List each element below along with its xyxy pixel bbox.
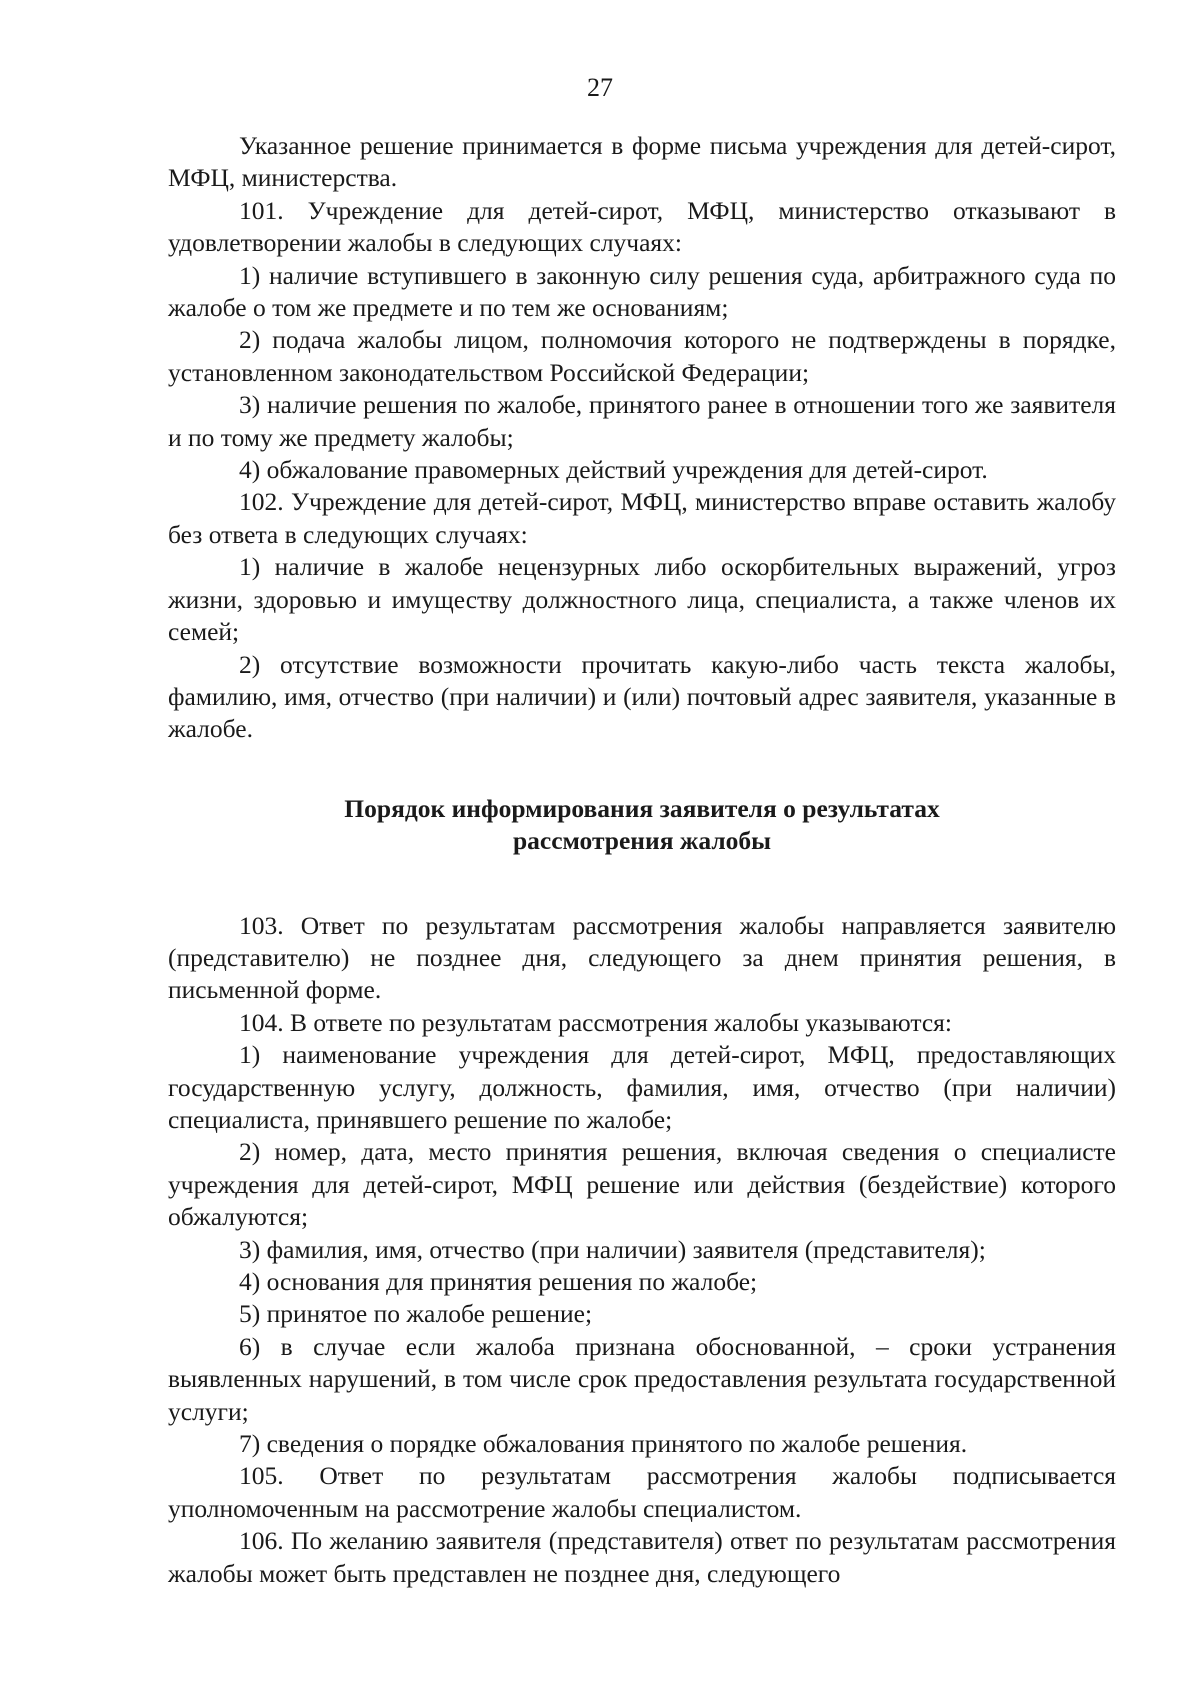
- paragraph: 1) наличие вступившего в законную силу решения суда, арбитражного суда по жалобе о том же предмете и по тем же основаниям;: [168, 260, 1116, 323]
- paragraph: 6) в случае если жалоба признана обоснованной, – сроки устранения выявленных нарушений, в том числе срок предоставления результата государственной услуги;: [168, 1331, 1116, 1426]
- paragraph: 102. Учреждение для детей-сирот, МФЦ, министерство вправе оставить жалобу без ответа в следующих случаях:: [168, 487, 1116, 549]
- paragraph: 4) обжалование правомерных действий учреждения для детей-сирот.: [239, 455, 988, 485]
- paragraph: 2) подача жалобы лицом, полномочия которого не подтверждены в порядке, установленном законодательством Российской Федерации;: [168, 325, 1116, 387]
- document-body: [168, 130, 1116, 1590]
- paragraph: 7) сведения о порядке обжалования принятого по жалобе решения.: [239, 1429, 968, 1459]
- paragraph: Указанное решение принимается в форме письма учреждения для детей-сирот, МФЦ, министерства.: [168, 131, 1116, 193]
- page-number: 27: [587, 73, 613, 102]
- paragraph: 104. В ответе по результатам рассмотрения жалобы указываются:: [239, 1007, 952, 1037]
- paragraph: 1) наименование учреждения для детей-сирот, МФЦ, предоставляющих государственную услугу, должность, фамилия, имя, отчество (при наличии) специалиста, принявшего решение по жалобе;: [168, 1040, 1116, 1134]
- paragraph: 2) отсутствие возможности прочитать какую-либо часть текста жалобы, фамилию, имя, отчество (при наличии) и (или) почтовый адрес заявителя, указанные в жалобе.: [168, 649, 1116, 744]
- paragraph: 2) номер, дата, место принятия решения, включая сведения о специалисте учреждения для детей-сирот, МФЦ решение или действия (бездействие) которого обжалуются;: [168, 1137, 1116, 1232]
- paragraph: 3) фамилия, имя, отчество (при наличии) заявителя (представителя);: [239, 1234, 986, 1264]
- paragraph: 103. Ответ по результатам рассмотрения жалобы направляется заявителю (представителю) не позднее дня, следующего за днем принятия решения, в письменной форме.: [168, 910, 1116, 1005]
- section-heading: [168, 793, 1116, 858]
- section2: [168, 910, 1116, 1591]
- paragraph: 5) принятое по жалобе решение;: [239, 1299, 593, 1329]
- paragraph: 4) основания для принятия решения по жалобе;: [239, 1267, 758, 1296]
- paragraph: 106. По желанию заявителя (представителя) ответ по результатам рассмотрения жалобы может быть представлен не позднее дня, следующего: [168, 1526, 1116, 1588]
- paragraph: 105. Ответ по результатам рассмотрения жалобы подписывается уполномоченным на рассмотрение жалобы специалистом.: [168, 1461, 1116, 1523]
- section-heading-line2: рассмотрения жалобы: [512, 826, 772, 856]
- paragraph: 3) наличие решения по жалобе, принятого ранее в отношении того же заявителя и по тому же предмету жалобы;: [168, 390, 1116, 452]
- paragraph: 101. Учреждение для детей-сирот, МФЦ, министерство отказывают в удовлетворении жалобы в следующих случаях:: [168, 195, 1116, 258]
- paragraph: 1) наличие в жалобе нецензурных либо оскорбительных выражений, угроз жизни, здоровью и имуществу должностного лица, специалиста, а также членов их семей;: [168, 552, 1116, 647]
- section-heading-line1: Порядок информирования заявителя о результатах: [344, 793, 940, 823]
